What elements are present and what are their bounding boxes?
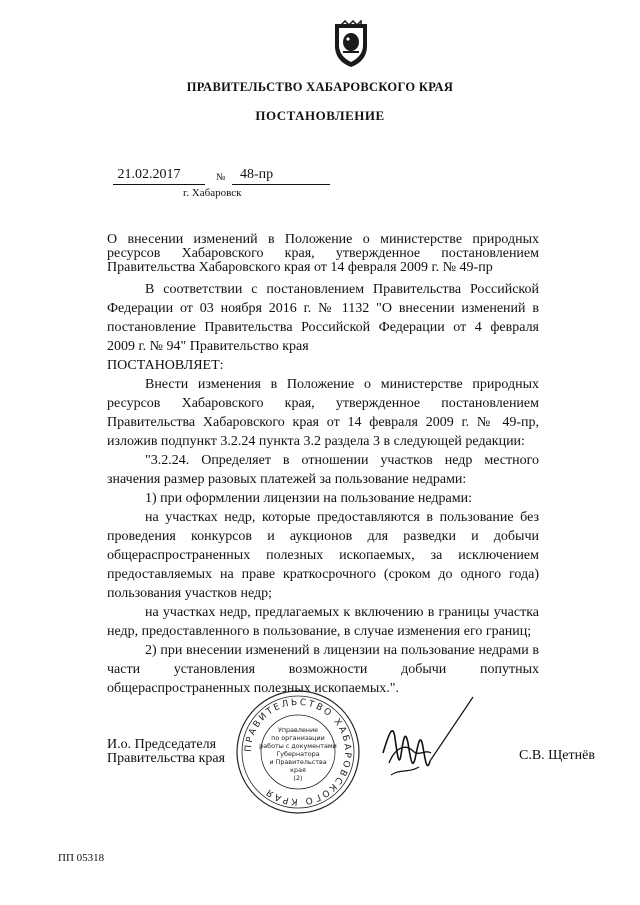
stamp-center-line: по организации (271, 734, 325, 742)
body-paragraph: Внести изменения в Положение о министерстве природных ресурсов Хабаровского края, утвержденное постановлением Правительства Хабаровского края от 14 февраля 2009 г. № 49-пр, изложив подпункт 3.2.24 пункта 3.2 раздела 3 в следующей редакции: (107, 377, 539, 449)
body-paragraph: на участках недр, предлагаемых к включению в границы участка недр, предоставленного в пользование, в случае изменения его границ; (107, 605, 539, 639)
body-paragraph: В соответствии с постановлением Правительства Российской Федерации от 03 ноября 2016 г. № 1132 "О внесении изменений в постановление Правительства Российской Федерации от 4 февраля 2009 г. № 94" Правительство края (107, 282, 539, 354)
number-underline (232, 184, 330, 185)
organization-name: ПРАВИТЕЛЬСТВО ХАБАРОВСКОГО КРАЯ (186, 80, 454, 94)
stamp-center-line: (2) (293, 774, 303, 782)
body-paragraph: 1) при оформлении лицензии на пользование недрами: (145, 491, 473, 506)
signatory-position (107, 738, 225, 766)
document-code: ПП 05318 (58, 852, 105, 864)
body-paragraph: 2) при внесении изменений в лицензии на пользование недрами в части установления возможности добычи попутных общераспространенных полезных ископаемых.". (107, 643, 539, 696)
stamp-center-line: края (290, 766, 306, 774)
body-paragraph: на участках недр, которые предоставляются в пользование без проведения конкурсов и аукционов для разведки и добычи общераспространенных полезных ископаемых, за исключением предоставляемых на праве краткосрочного (сроком до одного года) пользования участков недр; (107, 510, 539, 601)
signatory-position-line: И.о. Председателя (107, 737, 217, 752)
stamp-center-line: работы с документами (259, 742, 337, 750)
signatory-name: С.В. Щетнёв (519, 748, 595, 763)
stamp-center-line: Губернатора (276, 750, 320, 758)
document-number: 48-пр (240, 167, 274, 182)
stamp-ring-text: ПРАВИТЕЛЬСТВО ХАБАРОВСКОГО КРАЯ (243, 697, 353, 807)
document-date: 21.02.2017 (117, 167, 181, 182)
number-sign: № (216, 172, 226, 183)
coat-of-arms-emblem (331, 20, 371, 68)
handwritten-signature (375, 693, 485, 793)
document-body (107, 280, 539, 698)
document-type-title: ПОСТАНОВЛЕНИЕ (255, 108, 385, 123)
stamp-center-line: и Правительства (269, 758, 327, 766)
official-stamp (234, 688, 362, 816)
decree-keyword: ПОСТАНОВЛЯЕТ: (107, 358, 224, 373)
stamp-center-line: Управление (277, 726, 319, 734)
document-subject: О внесении изменений в Положение о министерстве природных ресурсов Хабаровского края, утвержденное постановлением Правительства Хабаровского края от 14 февраля 2009 г. № 49-пр (107, 232, 539, 275)
body-paragraph: "3.2.24. Определяет в отношении участков недр местного значения размер разовых платежей за пользование недрами: (107, 453, 539, 487)
date-underline (113, 184, 205, 185)
document-city: г. Хабаровск (183, 187, 242, 199)
signatory-position-line: Правительства края (107, 751, 226, 766)
